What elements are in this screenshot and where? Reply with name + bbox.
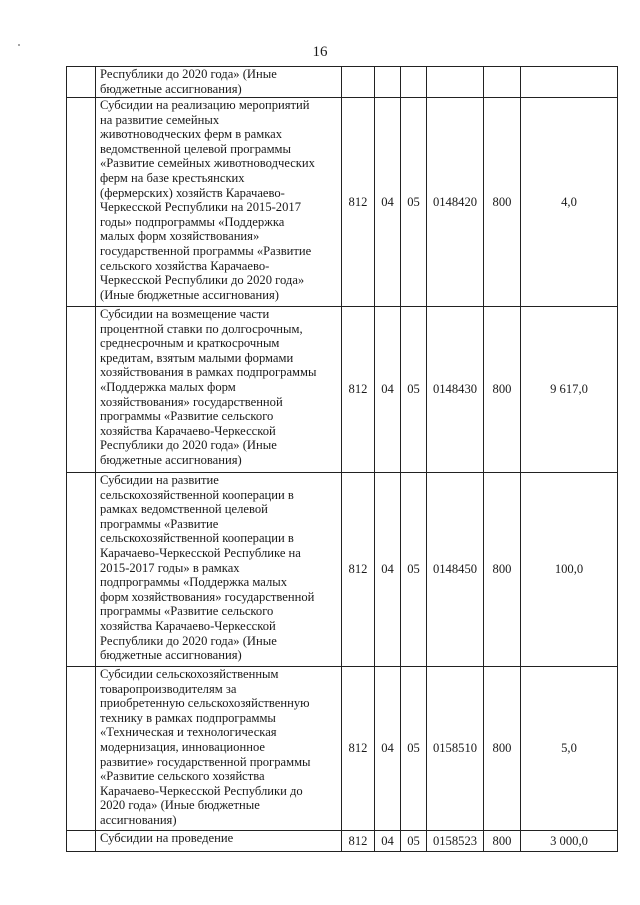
ministry-code-cell: 812 xyxy=(342,831,375,852)
row-number-cell xyxy=(67,473,96,667)
description-cell: Республики до 2020 года» (Иные бюджетные ассигнования) xyxy=(96,67,342,98)
target-article-cell xyxy=(427,67,484,98)
ministry-code-cell: 812 xyxy=(342,667,375,831)
expense-type-cell xyxy=(484,67,521,98)
table-row xyxy=(67,67,618,98)
amount-cell: 5,0 xyxy=(521,667,618,831)
section-code-cell: 04 xyxy=(375,473,401,667)
description-cell: Субсидии на возмещение части процентной ставки по долгосрочным, среднесрочным и краткосрочным кредитам, взятым малыми формами хозяйствования в рамках подпрограммы «Поддержка малых форм хозяйствования» государственной программы «Развитие сельского хозяйства Карачаево-Черкесской Республики до 2020 года» (Иные бюджетные ассигнования) xyxy=(96,307,342,473)
description-cell: Субсидии на реализацию мероприятий на развитие семейных животноводческих ферм в рамках ведомственной целевой программы «Развитие семейных животноводческих ферм на базе крестьянских (фермерских) хозяйств Карачаево- Черкесской Республики на 2015-2017 годы» подпрограммы «Поддержка малых форм хозяйствования» государственной программы «Развитие сельского хозяйства Карачаево- Черкесской Республики до 2020 года» (Иные бюджетные ассигнования) xyxy=(96,98,342,307)
target-article-cell: 0158523 xyxy=(427,831,484,852)
row-number-cell xyxy=(67,831,96,852)
amount-cell: 4,0 xyxy=(521,98,618,307)
section-code-cell: 04 xyxy=(375,98,401,307)
target-article-cell: 0148420 xyxy=(427,98,484,307)
expense-type-cell: 800 xyxy=(484,307,521,473)
subsection-code-cell: 05 xyxy=(401,98,427,307)
amount-cell: 9 617,0 xyxy=(521,307,618,473)
row-number-cell xyxy=(67,67,96,98)
description-cell: Субсидии на развитие сельскохозяйственной кооперации в рамках ведомственной целевой программы «Развитие сельскохозяйственной кооперации в Карачаево-Черкесской Республике на 2015-2017 годы» в рамках подпрограммы «Поддержка малых форм хозяйствования» государственной программы «Развитие сельского хозяйства Карачаево-Черкесской Республики до 2020 года» (Иные бюджетные ассигнования) xyxy=(96,473,342,667)
page-number: 16 xyxy=(312,44,328,60)
subsection-code-cell xyxy=(401,67,427,98)
table-row xyxy=(67,473,618,667)
budget-table xyxy=(66,66,618,852)
target-article-cell: 0158510 xyxy=(427,667,484,831)
target-article-cell: 0148450 xyxy=(427,473,484,667)
subsection-code-cell: 05 xyxy=(401,831,427,852)
ministry-code-cell xyxy=(342,67,375,98)
ministry-code-cell: 812 xyxy=(342,473,375,667)
amount-cell: 100,0 xyxy=(521,473,618,667)
amount-cell: 3 000,0 xyxy=(521,831,618,852)
table-row xyxy=(67,831,618,852)
expense-type-cell: 800 xyxy=(484,667,521,831)
amount-cell xyxy=(521,67,618,98)
section-code-cell xyxy=(375,67,401,98)
section-code-cell: 04 xyxy=(375,667,401,831)
subsection-code-cell: 05 xyxy=(401,307,427,473)
table-row xyxy=(67,307,618,473)
section-code-cell: 04 xyxy=(375,831,401,852)
subsection-code-cell: 05 xyxy=(401,667,427,831)
description-cell: Субсидии сельскохозяйственным товаропроизводителям за приобретенную сельскохозяйственную технику в рамках подпрограммы «Техническая и технологическая модернизация, инновационное развитие» государственной программы «Развитие сельского хозяйства Карачаево-Черкесской Республики до 2020 года» (Иные бюджетные ассигнования) xyxy=(96,667,342,831)
row-number-cell xyxy=(67,307,96,473)
target-article-cell: 0148430 xyxy=(427,307,484,473)
section-code-cell: 04 xyxy=(375,307,401,473)
row-number-cell xyxy=(67,98,96,307)
subsection-code-cell: 05 xyxy=(401,473,427,667)
expense-type-cell: 800 xyxy=(484,831,521,852)
table-row xyxy=(67,98,618,307)
ministry-code-cell: 812 xyxy=(342,307,375,473)
expense-type-cell: 800 xyxy=(484,473,521,667)
ministry-code-cell: 812 xyxy=(342,98,375,307)
table-row xyxy=(67,667,618,831)
row-number-cell xyxy=(67,667,96,831)
description-cell: Субсидии на проведение xyxy=(96,831,342,852)
expense-type-cell: 800 xyxy=(484,98,521,307)
